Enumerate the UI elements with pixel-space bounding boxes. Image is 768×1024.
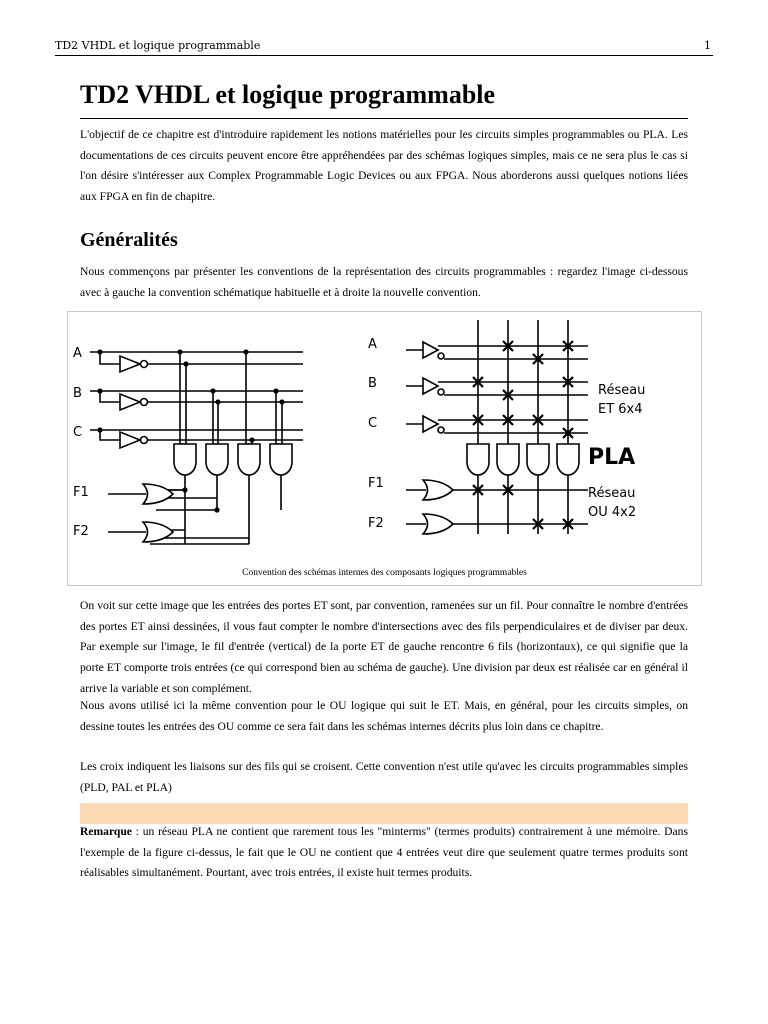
left-output-f2-label: F2 [73, 524, 89, 539]
buffer-c [423, 416, 438, 432]
or-array-label-line2: OU 4x2 [588, 505, 637, 520]
or-array-crosses [473, 485, 573, 529]
paragraph-2: Nous avons utilisé ici la même convention pour le OU logique qui suit le ET. Mais, en général, pour les circuits simples, on dessine toutes les entrées des OU comme ce sera fait dans les schémas internes décrits plus loin dans ce chapitre. [80, 699, 688, 733]
remark-label: Remarque [80, 825, 132, 838]
classic-schematic [73, 346, 303, 544]
pla-and-gate-4 [557, 444, 579, 475]
page-number: 1 [704, 39, 711, 52]
buffer-b [423, 378, 438, 394]
left-input-b-label: B [73, 386, 82, 401]
highlight-bar [80, 803, 688, 824]
paragraph-3: Les croix indiquent les liaisons sur des fils qui se croisent. Cette convention n'est utile qu'avec les circuits programmables simples (PLD, PAL et PLA) [80, 760, 688, 794]
pla-label: PLA [588, 445, 636, 470]
paragraph-1: On voit sur cette image que les entrées des portes ET sont, par convention, ramenées sur un fil. Pour connaître le nombre d'entrées des portes ET ainsi dessinées, il vous faut compter le nombre d'intersections avec des fils perpendiculaires et de diviser par deux. Par exemple sur l'image, le fil d'entrée (vertical) de la porte ET de gauche rencontre 6 fils (horizontaux), ce qui signifie que la porte ET comporte trois entrées (ce qui correspond bien au schéma de gauche). Une division par deux est réalisée car en général il arrive la variable et son complément. [80, 599, 688, 695]
pla-and-gate-2 [497, 444, 519, 475]
or-gate-f2 [143, 522, 173, 542]
left-input-c-label: C [73, 425, 83, 440]
section-intro-paragraph: Nous commençons par présenter les conventions de la représentation des circuits programmables : regardez l'image ci-dessous avec à gauche la convention schématique habituelle et à droite la nouvelle convention. [80, 265, 688, 299]
or-gate-f1 [143, 484, 173, 504]
remark-text: : un réseau PLA ne contient que rarement tous les "minterms" (termes produits) contrairement à une mémoire. Dans l'exemple de la figure ci-dessus, le fait que le OU ne contient que 4 entrées veut dire que seulement quatre termes produits sont réalisables simultanément. Pourtant, avec trois entrées, il existe huit termes produits. [80, 825, 688, 880]
pla-and-gate-1 [467, 444, 489, 475]
right-output-f2-label: F2 [368, 516, 384, 531]
and-array-label-line2: ET 6x4 [598, 402, 643, 417]
right-input-b-label: B [368, 376, 377, 391]
right-input-c-label: C [368, 416, 378, 431]
and-gate-1 [174, 444, 196, 475]
right-output-f1-label: F1 [368, 476, 384, 491]
remark-paragraph [80, 822, 688, 884]
and-array-crosses [473, 341, 573, 438]
inverter-a [120, 356, 148, 372]
section-heading: Généralités [80, 229, 178, 251]
pla-convention-schematic [368, 320, 645, 534]
right-input-a-label: A [368, 337, 377, 352]
figure [67, 311, 702, 586]
page-title: TD2 VHDL et logique programmable [80, 78, 688, 119]
and-gate-4 [270, 444, 292, 475]
inverter-b [120, 394, 148, 410]
pla-and-gate-3 [527, 444, 549, 475]
or-array-label-line1: Réseau [588, 486, 636, 501]
and-gate-2 [206, 444, 228, 475]
left-input-a-label: A [73, 346, 82, 361]
junction-dots [97, 349, 284, 512]
running-header [55, 39, 713, 56]
left-output-f1-label: F1 [73, 485, 89, 500]
and-gate-3 [238, 444, 260, 475]
pla-schematic-figure [68, 312, 701, 567]
buffer-a [423, 342, 438, 358]
running-header-title: TD2 VHDL et logique programmable [55, 39, 261, 52]
figure-caption: Convention des schémas internes des composants logiques programmables [242, 568, 527, 578]
intro-paragraph: L'objectif de ce chapitre est d'introduire rapidement les notions matérielles pour les circuits simples programmables ou PLA. Les documentations de ces circuits peuvent encore être appréhendées par des schémas logiques simples, mais ce ne sera plus le cas si l'on désire s'intéresser aux Complex Programmable Logic Devices ou aux FPGA. Nous aborderons aussi quelques notions liées aux FPGA en fin de chapitre. [80, 128, 688, 204]
and-array-label-line1: Réseau [598, 383, 646, 398]
pla-or-gate-f1 [423, 480, 453, 500]
pla-or-gate-f2 [423, 514, 453, 534]
inverter-c [120, 432, 148, 448]
